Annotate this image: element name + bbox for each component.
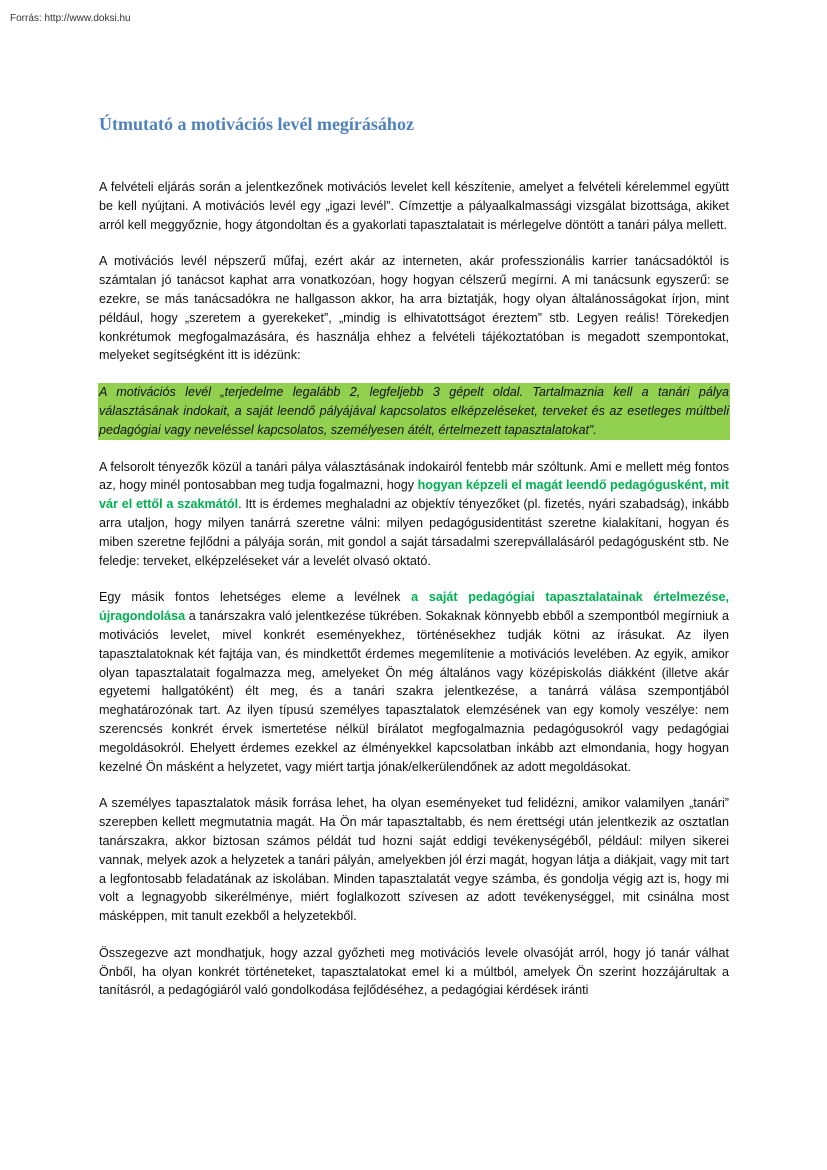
paragraph-experiences: [99, 588, 729, 776]
document-body: [99, 113, 729, 1018]
paragraph-teacher-role: A személyes tapasztalatok másik forrása lehet, ha olyan eseményeket tud felidézni, amikor valamilyen „tanári” szerepben kellett megmutatnia magát. Ha Ön már tapasztaltabb, és nem érettségi után jelentkezik az osztatlan tanárszakra, akkor biztosan számos példát tud hozni saját eddigi tevékenységéből, például: milyen sikerei vannak, melyek azok a helyzetek a tanári pályán, amelyekben jól érzi magát, hogyan látja a diákjait, vagy mit tart a legfontosabb feladatának az iskolában. Minden tapasztalatát vegye számba, és gondolja végig azt is, hogy mi volt a legnagyobb sikerélménye, miért foglalkozott szívesen az adott tevékenységgel, mit csinálna most másképpen, mit tanult ezekből a helyzetekből.: [99, 796, 729, 924]
paragraph-text: A felsorolt tényezők közül a tanári pálya választásának indokairól fentebb már szóltunk. Ami e mellett még fontos az, hogy minél pontosabban meg tudja fogalmazni, hogy: [99, 459, 729, 493]
highlighted-quote: A motivációs levél „terjedelme legalább 2, legfeljebb 3 gépelt oldal. Tartalmaznia kell a tanári pálya választásának indokait, a saját leendő pályájával kapcsolatos elképzeléseket, terveket és az esetleges múltbeli pedagógiai vagy neveléssel kapcsolatos, személyesen átélt, értelmezett tapasztalatokat”.: [98, 383, 730, 439]
paragraph-text: Egy másik fontos lehetséges eleme a levélnek: [99, 590, 412, 605]
paragraph-advice: A motivációs levél népszerű műfaj, ezért akár az interneten, akár professzionális karrier tanácsadóktól is számtalan jó tanácsot kaphat arra vonatkozóan, hogy hogyan célszerű megírni. A mi tanácsunk egyszerű: se ezekre, se más tanácsadókra ne hallgasson akkor, ha arra biztatják, hogy olyan általánosságokat írjon, mint például, hogy „szeretem a gyerekeket”, „mindig is elhivatottságot éreztem” stb. Legyen reális! Törekedjen konkrétumok megfogalmazására, és használja ehhez a felvételi tájékoztatóban is megadott szempontokat, melyeket segítségként itt is idézünk:: [99, 254, 729, 363]
source-line: Forrás: http://www.doksi.hu: [10, 13, 131, 24]
paragraph-summary: Összegezve azt mondhatjuk, hogy azzal győzheti meg motivációs levele olvasóját arról, hogy jó tanár válhat Önből, ha olyan konkrét történeteket, tapasztalatokat emel ki a múltból, amelyek Ön szerint hozzájárultak a tanításról, a pedagógiáról való gondolkodása fejlődéséhez, a pedagógiai kérdések iránti: [99, 945, 729, 998]
paragraph-text: a tanárszakra való jelentkezése tükrében. Sokaknak könnyebb ebből a szempontból megírniuk a motivációs levelet, mivel konkrét eseményekhez, történésekhez tudják kötni az írásukat. Az ilyen tapasztalatoknak két fajtája van, és mindkettőt érdemes megemlítenie a motivációs levelében. Az egyik, amikor olyan tapasztalatait fogalmazza meg, amelyeket Ön még általános vagy középiskolás diákként (illetve akár egyetemi hallgatóként) élt meg, és a tanári szakra jelentkezése, a tanárrá válása szempontjából meghatározónak tart. Az ilyen típusú személyes tapasztalatok elemzésének van egy komoly veszélye: nem szerencsés konkrét érvek ismertetése nélkül bírálatot megfogalmaznia pedagógusokról vagy pedagógiai megoldásokról. Ehelyett érdemes ezekkel az élményekkel kapcsolatban inkább azt elmondania, hogy hogyan kezelné Ön másként a helyzetet, vagy miért tartja jónak/elkerülendőnek az adott megoldásokat.: [99, 609, 729, 774]
paragraph-intro: A felvételi eljárás során a jelentkezőnek motivációs levelet kell készítenie, amelyet a felvételi kérelemmel együtt be kell nyújtani. A motivációs levél egy „igazi levél”. Címzettje a pályaalkalmassági vizsgálat bizottsága, akiket arról kell meggyőznie, hogy átgondoltan és a gyakorlati tapasztalatait is mérlegelve döntött a tanári pálya mellett.: [99, 180, 729, 232]
emphasis-text: a saját pedagógiai tapasztalatainak értelmezése, újragondolása: [99, 590, 730, 624]
paragraph-career-vision: [99, 458, 729, 571]
emphasis-text: hogyan képzeli el magát leendő pedagógusként, mit vár el ettől a szakmától: [99, 478, 729, 512]
document-title: Útmutató a motivációs levél megírásához: [99, 114, 414, 134]
paragraph-text: . Itt is érdemes meghaladni az objektív tényezőket (pl. fizetés, nyári szabadság), inkább arra utaljon, hogy milyen tanárrá szeretne válni: milyen pedagógusidentitást szeretne kialakítani, hogyan és miben szeretne fejlődni a pályája során, mit gondol a saját társadalmi szerepvállalásáról pedagógusként stb. Ne feledje: terveket, elképzeléseket vár a levelét olvasó oktató.: [99, 497, 729, 568]
